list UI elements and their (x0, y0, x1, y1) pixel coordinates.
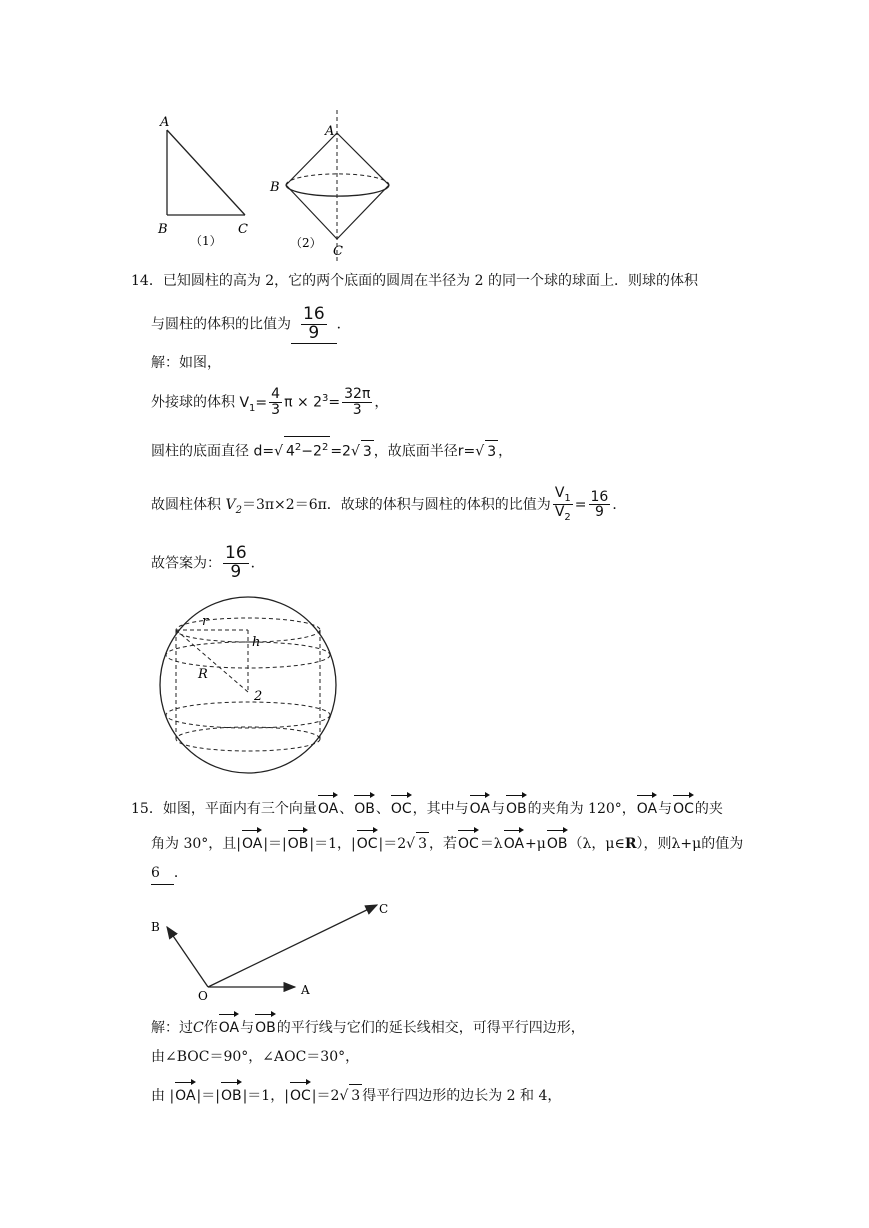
fig2-label-A: A (325, 124, 335, 139)
vec-label-B: B (151, 920, 160, 934)
q14-line-1 (131, 270, 698, 292)
fig1-label-A: A (160, 115, 170, 130)
fig2-label-B: B (270, 180, 280, 195)
figure-vectors (145, 895, 405, 1005)
figure-1-right-triangle (157, 115, 248, 248)
fig-label-R: R (198, 667, 208, 682)
q15-answer-blank (151, 862, 174, 885)
fig-label-r: r (202, 614, 209, 629)
q14-answer-fraction: $\frac{16}{9}$ (303, 304, 325, 343)
fig1-label-B: B (158, 222, 168, 237)
fig-label-h: h (252, 635, 261, 650)
q15-solution-line-2: 由∠BOC＝90°，∠AOC＝30°， (151, 1049, 360, 1065)
fig1-caption: （1） (190, 234, 222, 248)
vec-label-A: A (301, 983, 310, 997)
q15-solution-line-1: 解：过C作OA与OB的平行线与它们的延长线相交，可得平行四边形， (151, 1012, 585, 1039)
q14-solution-line-2: 圆柱的底面直径 d=√ $4^2-2^2 =2√$ 3 ，故底面半径r=√ 3 ， (151, 436, 512, 463)
vec-label-O: O (198, 989, 208, 1003)
q14-text-2: 与圆柱的体积的比值为 (151, 316, 291, 333)
fig2-label-C: C (333, 244, 343, 259)
q15-solution-line-3: 由 |OA|＝|OB|＝1，|OC|＝2√ 3 得平行四边形的边长为 2 和 4， (151, 1080, 561, 1107)
q14-answer-blank (291, 306, 337, 344)
q14-solution-line-1: 外接球的体积 $V_1=$ $\frac{4}{3}$ $\pi \times 2^3=$ $\frac{32\pi}{3}$ ， (151, 386, 389, 419)
q14-line-2: 与圆柱的体积的比值为 $\frac{16}{9}$ ． (151, 304, 351, 343)
figure-sphere-cylinder (150, 592, 350, 782)
q14-solution-line-3: 故圆柱体积 $V_2=3\pi\times 2=6\pi$．故球的体积与圆柱的体积的比值为 $\frac{V_1}{V_2}$ = $\frac{16}{9}$ ． (151, 485, 627, 524)
fig1-label-C: C (238, 222, 248, 237)
q15-answer: 6 (151, 865, 160, 881)
q15-line-2: 角为 30°，且|OA|＝|OB|＝1，|OC|＝2√ 3 ，若OC＝λOA+μOB（λ，μ∈R），则λ+μ的值为 (151, 828, 743, 855)
vec-label-C: C (379, 902, 389, 916)
q15-line-1: 15．如图，平面内有三个向量OA、OB、OC，其中与OA与OB的夹角为 120°，OA与OC的夹 (131, 793, 723, 820)
q14-solution-head: 解：如图， (151, 355, 221, 371)
fig2-caption: （2） (290, 236, 322, 250)
figure-2-double-cone (269, 110, 389, 263)
q14-text-1: 已知圆柱的高为 2，它的两个底面的圆周在半径为 2 的同一个球的球面上．则球的体积 (162, 273, 698, 289)
q14-solution-line-4: 故答案为： $\frac{16}{9}$ ． (151, 543, 265, 582)
fig-label-2: 2 (254, 689, 263, 704)
q14-number: 14． (131, 273, 163, 289)
q15-line-3: 6 ． (151, 862, 188, 885)
figure-triangle-and-cones (150, 105, 410, 265)
